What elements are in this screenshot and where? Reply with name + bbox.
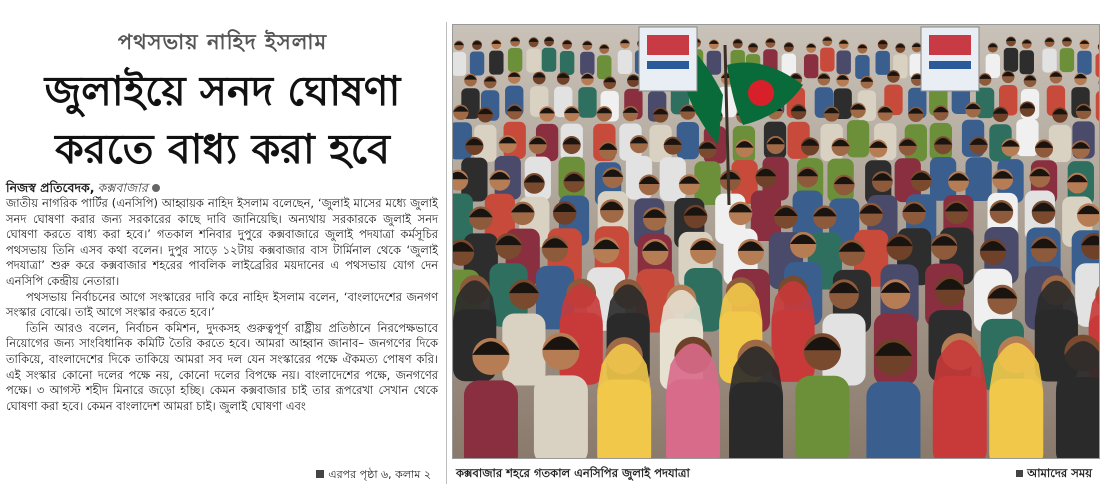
- square-bullet-icon: [316, 470, 324, 478]
- continuation-note: [316, 466, 431, 485]
- headline-line-1: জুলাইয়ে সনদ ঘোষণা: [44, 67, 401, 115]
- photo-caption-bar: [452, 462, 1098, 484]
- crowd-photo-illustration: [453, 25, 1099, 458]
- byline-location: কক্সবাজার: [97, 180, 148, 195]
- story-paragraph: পথসভায় নির্বাচনের আগে সংস্কারের দাবি করে নাহিদ ইসলাম বলেন, ‘বাংলাদেশের জনগণ সংস্কার বোঝে। তাই আগে সংস্কার করতে হবে।’: [6, 289, 438, 320]
- news-photo: [452, 24, 1100, 459]
- story-paragraph: তিনি আরও বলেন, নির্বাচন কমিশন, দুদকসহ গুরুত্বপূর্ণ রাষ্ট্রীয় প্রতিষ্ঠানে নিরপেক্ষভাবে নিয়োগের জন্য সাংবিধানিক কমিটি তৈরি করতে হবে। আমরা আহ্বান জানাব– জনগণের দিকে তাকিয়ে, বাংলাদেশের দিকে তাকিয়ে আমরা সব দল যেন সংস্কারের পক্ষে ঐকমত্য পোষণ করি। এই সংস্কার কোনো দলের পক্ষে নয়, কোনো দলের বিপক্ষে নয়। বাংলাদেশের পক্ষে, জনগণের পক্ষে। ৩ আগস্ট শহীদ মিনারে জড়ো হচ্ছি। কেমন কক্সবাজার চাই তার রূপরেখা সেখান থেকে ঘোষণা করা হবে। কেমন বাংলাদেশ আমরা চাই। জুলাই ঘোষণা এবং: [6, 320, 438, 413]
- article-column: [0, 0, 445, 494]
- kicker: পথসভায় নাহিদ ইসলাম: [117, 30, 328, 54]
- banner-left-icon: [639, 27, 697, 91]
- column-divider: [446, 22, 447, 484]
- byline-dot-icon: [152, 184, 160, 192]
- story-body: [6, 196, 438, 414]
- story-paragraph: জাতীয় নাগরিক পার্টির (এনসিপি) আহ্বায়ক নাহিদ ইসলাম বলেছেন, ‘জুলাই মাসের মধ্যে জুলাই সনদ ঘোষণা করার জন্য সরকারের কাছে দাবি জানিয়েছি। অন্যথায় সরকারকে জুলাই সনদ ঘোষণা করতে বাধ্য করা হবে।’ গতকাল শনিবার দুপুরে কক্সবাজারে জুলাই পদযাত্রা কর্মসূচির পথসভায় তিনি এসব কথা বলেন। দুপুর সাড়ে ১২টায় কক্সবাজার বাস টার্মিনাল থেকে ‘জুলাই পদযাত্রা’ শুরু করে কক্সবাজার শহরের পাবলিক লাইব্রেরির ময়দানের এ পথসভায় যোগ দেন এনসিপি কেন্দ্রীয় নেতারা।: [6, 196, 438, 288]
- byline-reporter: নিজস্ব প্রতিবেদক,: [6, 180, 95, 195]
- headline: [0, 62, 445, 178]
- headline-line-2: করতে বাধ্য করা হবে: [55, 125, 390, 173]
- photo-caption: কক্সবাজার শহরে গতকাল এনসিপির জুলাই পদযাত্রা: [456, 466, 690, 480]
- square-bullet-icon: [1016, 470, 1023, 477]
- photo-credit-text: আমাদের সময়: [1027, 466, 1092, 480]
- continuation-text: এরপর পৃষ্ঠা ৬, কলাম ২: [328, 468, 431, 481]
- photo-credit: [1016, 465, 1092, 484]
- banner-right-icon: [921, 27, 979, 91]
